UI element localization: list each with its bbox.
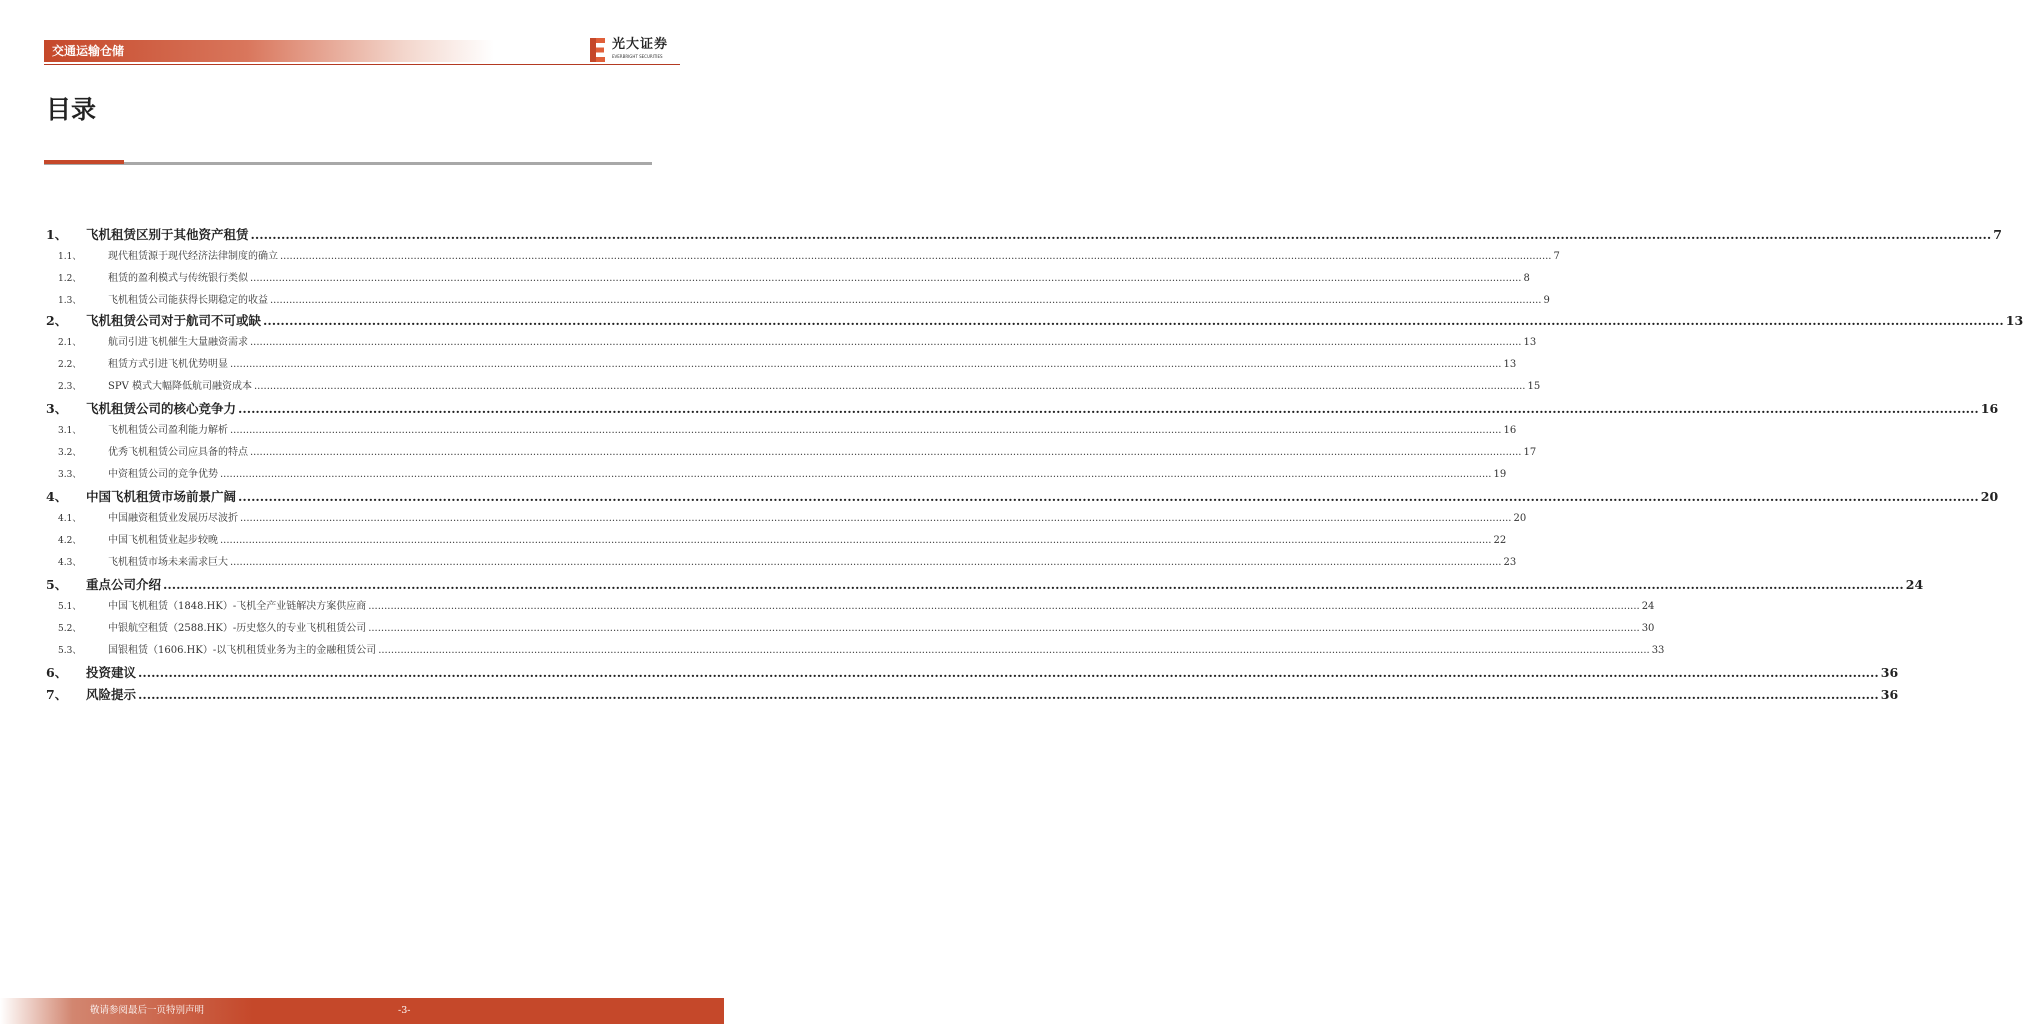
toc-leader-dots: ................................................................................................................................................................................................................................................................................................................................................................................................................ — [238, 489, 1979, 504]
toc-leader-dots: ................................................................................................................................................................................................................................................................................................................................................................................................................ — [263, 313, 2004, 328]
title-rule — [44, 162, 652, 165]
page-number: -3- — [398, 1005, 411, 1016]
toc-entry-line — [108, 642, 1665, 660]
toc-number: 1.1、 — [58, 252, 82, 262]
section-title: 交通运输仓储 — [52, 44, 125, 58]
toc-section[interactable] — [0, 510, 1527, 528]
toc-leader-dots: ................................................................................................................................................................................................................................................................................................................................................................................................................ — [163, 577, 1904, 592]
toc-number: 2、 — [46, 313, 68, 328]
toc-number: 5、 — [46, 577, 68, 592]
toc-number: 3、 — [46, 401, 68, 416]
toc-title: 投资建议 — [86, 665, 137, 680]
toc-title: 重点公司介绍 — [86, 577, 162, 592]
toc-page-number: 36 — [1880, 665, 1899, 680]
toc-page-number: 20 — [1513, 513, 1527, 524]
toc-number: 4.1、 — [58, 514, 82, 524]
toc-chapter[interactable] — [0, 226, 2002, 244]
toc-number: 1、 — [46, 227, 68, 242]
toc-number: 2.1、 — [58, 338, 82, 348]
toc-entry-line — [108, 444, 1537, 462]
toc-title: 飞机租赁区别于其他资产租赁 — [86, 227, 249, 242]
toc-page-number: 7 — [1993, 227, 2002, 242]
toc-leader-dots: ................................................................................................................................................................................................................................................................................................................................................................................................................ — [378, 645, 1650, 656]
toc-entry-line — [108, 466, 1507, 484]
toc-number: 2.2、 — [58, 360, 82, 370]
toc-page-number: 16 — [1980, 401, 1999, 416]
toc-entry-line — [108, 598, 1655, 616]
toc-page-number: 13 — [2005, 313, 2023, 328]
toc-number: 4.2、 — [58, 536, 82, 546]
toc-entry-line — [108, 554, 1517, 572]
toc-number: 3.3、 — [58, 470, 82, 480]
toc-chapter[interactable] — [0, 686, 1899, 704]
toc-title: 飞机租赁公司能获得长期稳定的收益 — [108, 295, 268, 306]
toc-leader-dots: ................................................................................................................................................................................................................................................................................................................................................................................................................ — [220, 535, 1492, 546]
toc-number: 3.2、 — [58, 448, 82, 458]
toc-title: 中国飞机租赁业起步较晚 — [108, 535, 218, 546]
toc-leader-dots: ................................................................................................................................................................................................................................................................................................................................................................................................................ — [250, 273, 1522, 284]
logo-text-cn: 光大证券 — [612, 37, 669, 52]
toc-page-number: 15 — [1527, 381, 1541, 392]
toc-leader-dots: ................................................................................................................................................................................................................................................................................................................................................................................................................ — [238, 401, 1979, 416]
company-logo — [590, 36, 690, 66]
toc-section[interactable] — [0, 532, 1507, 550]
toc-page-number: 36 — [1880, 687, 1899, 702]
toc-page-number: 13 — [1503, 359, 1517, 370]
toc-title: 中资租赁公司的竞争优势 — [108, 469, 218, 480]
toc-entry-line — [108, 620, 1655, 638]
toc-title: 国银租赁（1606.HK）-以飞机租赁业务为主的金融租赁公司 — [108, 645, 377, 656]
toc-entry-line — [86, 400, 1999, 418]
toc-section[interactable] — [0, 292, 1550, 310]
toc-leader-dots: ................................................................................................................................................................................................................................................................................................................................................................................................................ — [138, 687, 1879, 702]
toc-entry-line — [108, 532, 1507, 550]
toc-title: 租赁的盈利模式与传统银行类似 — [108, 273, 248, 284]
toc-page-number: 23 — [1503, 557, 1517, 568]
toc-entry-line — [108, 422, 1517, 440]
toc-leader-dots: ................................................................................................................................................................................................................................................................................................................................................................................................................ — [280, 251, 1552, 262]
toc-leader-dots: ................................................................................................................................................................................................................................................................................................................................................................................................................ — [250, 447, 1522, 458]
toc-chapter[interactable] — [0, 400, 1999, 418]
toc-chapter[interactable] — [0, 312, 2023, 330]
toc-number: 4、 — [46, 489, 68, 504]
toc-title: 租赁方式引进飞机优势明显 — [108, 359, 228, 370]
toc-section[interactable] — [0, 356, 1517, 374]
toc-title: 中银航空租赁（2588.HK）-历史悠久的专业飞机租赁公司 — [108, 623, 367, 634]
toc-page-number: 19 — [1493, 469, 1507, 480]
toc-leader-dots: ................................................................................................................................................................................................................................................................................................................................................................................................................ — [220, 469, 1492, 480]
toc-section[interactable] — [0, 270, 1530, 288]
toc-page-number: 33 — [1651, 645, 1665, 656]
toc-page-number: 24 — [1641, 601, 1655, 612]
logo-text-en: EVERBRIGHT SECURITIES — [612, 54, 663, 59]
toc-page-number: 30 — [1641, 623, 1655, 634]
toc-number: 6、 — [46, 665, 68, 680]
toc-title: 飞机租赁市场未来需求巨大 — [108, 557, 228, 568]
toc-entry-line — [86, 664, 1899, 682]
toc-chapter[interactable] — [0, 664, 1899, 682]
toc-page-number: 7 — [1553, 251, 1560, 262]
toc-section[interactable] — [0, 378, 1541, 396]
toc-title: 飞机租赁公司盈利能力解析 — [108, 425, 228, 436]
toc-chapter[interactable] — [0, 576, 1924, 594]
toc-page-number: 17 — [1523, 447, 1537, 458]
toc-page-number: 24 — [1905, 577, 1924, 592]
toc-entry-line — [108, 378, 1541, 396]
toc-number: 4.3、 — [58, 558, 82, 568]
toc-title: 飞机租赁公司对于航司不可或缺 — [86, 313, 262, 328]
toc-section[interactable] — [0, 334, 1537, 352]
page-title: 目录 — [46, 95, 97, 124]
header-rule — [44, 64, 680, 65]
toc-leader-dots: ................................................................................................................................................................................................................................................................................................................................................................................................................ — [368, 601, 1640, 612]
toc-title: 现代租赁源于现代经济法律制度的确立 — [108, 251, 278, 262]
toc-entry-line — [108, 356, 1517, 374]
toc-entry-line — [108, 510, 1527, 528]
toc-page-number: 9 — [1543, 295, 1550, 306]
toc-number: 2.3、 — [58, 382, 82, 392]
toc-section[interactable] — [0, 598, 1655, 616]
toc-leader-dots: ................................................................................................................................................................................................................................................................................................................................................................................................................ — [240, 513, 1512, 524]
toc-title: 中国飞机租赁（1848.HK）-飞机全产业链解决方案供应商 — [108, 601, 367, 612]
toc-section[interactable] — [0, 642, 1665, 660]
toc-title: 航司引进飞机催生大量融资需求 — [108, 337, 248, 348]
toc-entry-line — [108, 248, 1560, 266]
toc-leader-dots: ................................................................................................................................................................................................................................................................................................................................................................................................................ — [253, 381, 1526, 392]
toc-leader-dots: ................................................................................................................................................................................................................................................................................................................................................................................................................ — [368, 623, 1640, 634]
toc-section[interactable] — [0, 620, 1655, 638]
toc-page-number: 8 — [1523, 273, 1530, 284]
toc-section[interactable] — [0, 422, 1517, 440]
toc-number: 5.1、 — [58, 602, 82, 612]
toc-number: 7、 — [46, 687, 68, 702]
toc-page-number: 13 — [1523, 337, 1537, 348]
toc-entry-line — [86, 312, 2023, 330]
toc-leader-dots: ................................................................................................................................................................................................................................................................................................................................................................................................................ — [230, 557, 1502, 568]
toc-section[interactable] — [0, 248, 1560, 266]
toc-page-number: 22 — [1493, 535, 1507, 546]
toc-title: 飞机租赁公司的核心竞争力 — [86, 401, 237, 416]
toc-title: 中国飞机租赁市场前景广阔 — [86, 489, 237, 504]
toc-page-number: 20 — [1980, 489, 1999, 504]
toc-entry-line — [86, 686, 1899, 704]
toc-entry-line — [86, 226, 2002, 244]
toc-title: 优秀飞机租赁公司应具备的特点 — [108, 447, 248, 458]
everbright-logo-icon — [590, 38, 606, 62]
toc-number: 5.2、 — [58, 624, 82, 634]
toc-number: 5.3、 — [58, 646, 82, 656]
toc-title: 中国融资租赁业发展历尽波折 — [108, 513, 238, 524]
toc-leader-dots: ................................................................................................................................................................................................................................................................................................................................................................................................................ — [250, 337, 1522, 348]
toc-entry-line — [108, 270, 1530, 288]
toc-title: SPV 模式大幅降低航司融资成本 — [108, 381, 252, 392]
toc-entry-line — [108, 292, 1550, 310]
title-rule-accent — [44, 160, 124, 164]
toc-section[interactable] — [0, 554, 1517, 572]
footer-disclaimer: 敬请参阅最后一页特别声明 — [90, 1005, 205, 1016]
toc-entry-line — [86, 488, 1999, 506]
toc-entry-line — [86, 576, 1924, 594]
toc-chapter[interactable] — [0, 488, 1999, 506]
toc-number: 1.3、 — [58, 296, 82, 306]
toc-leader-dots: ................................................................................................................................................................................................................................................................................................................................................................................................................ — [270, 295, 1542, 306]
toc-leader-dots: ................................................................................................................................................................................................................................................................................................................................................................................................................ — [230, 359, 1502, 370]
toc-leader-dots: ................................................................................................................................................................................................................................................................................................................................................................................................................ — [138, 665, 1879, 680]
toc-leader-dots: ................................................................................................................................................................................................................................................................................................................................................................................................................ — [250, 227, 1992, 242]
toc-section[interactable] — [0, 466, 1507, 484]
toc-number: 3.1、 — [58, 426, 82, 436]
toc-page-number: 16 — [1503, 425, 1517, 436]
toc-leader-dots: ................................................................................................................................................................................................................................................................................................................................................................................................................ — [230, 425, 1502, 436]
toc-section[interactable] — [0, 444, 1537, 462]
toc-title: 风险提示 — [86, 687, 137, 702]
toc-number: 1.2、 — [58, 274, 82, 284]
toc-entry-line — [108, 334, 1537, 352]
